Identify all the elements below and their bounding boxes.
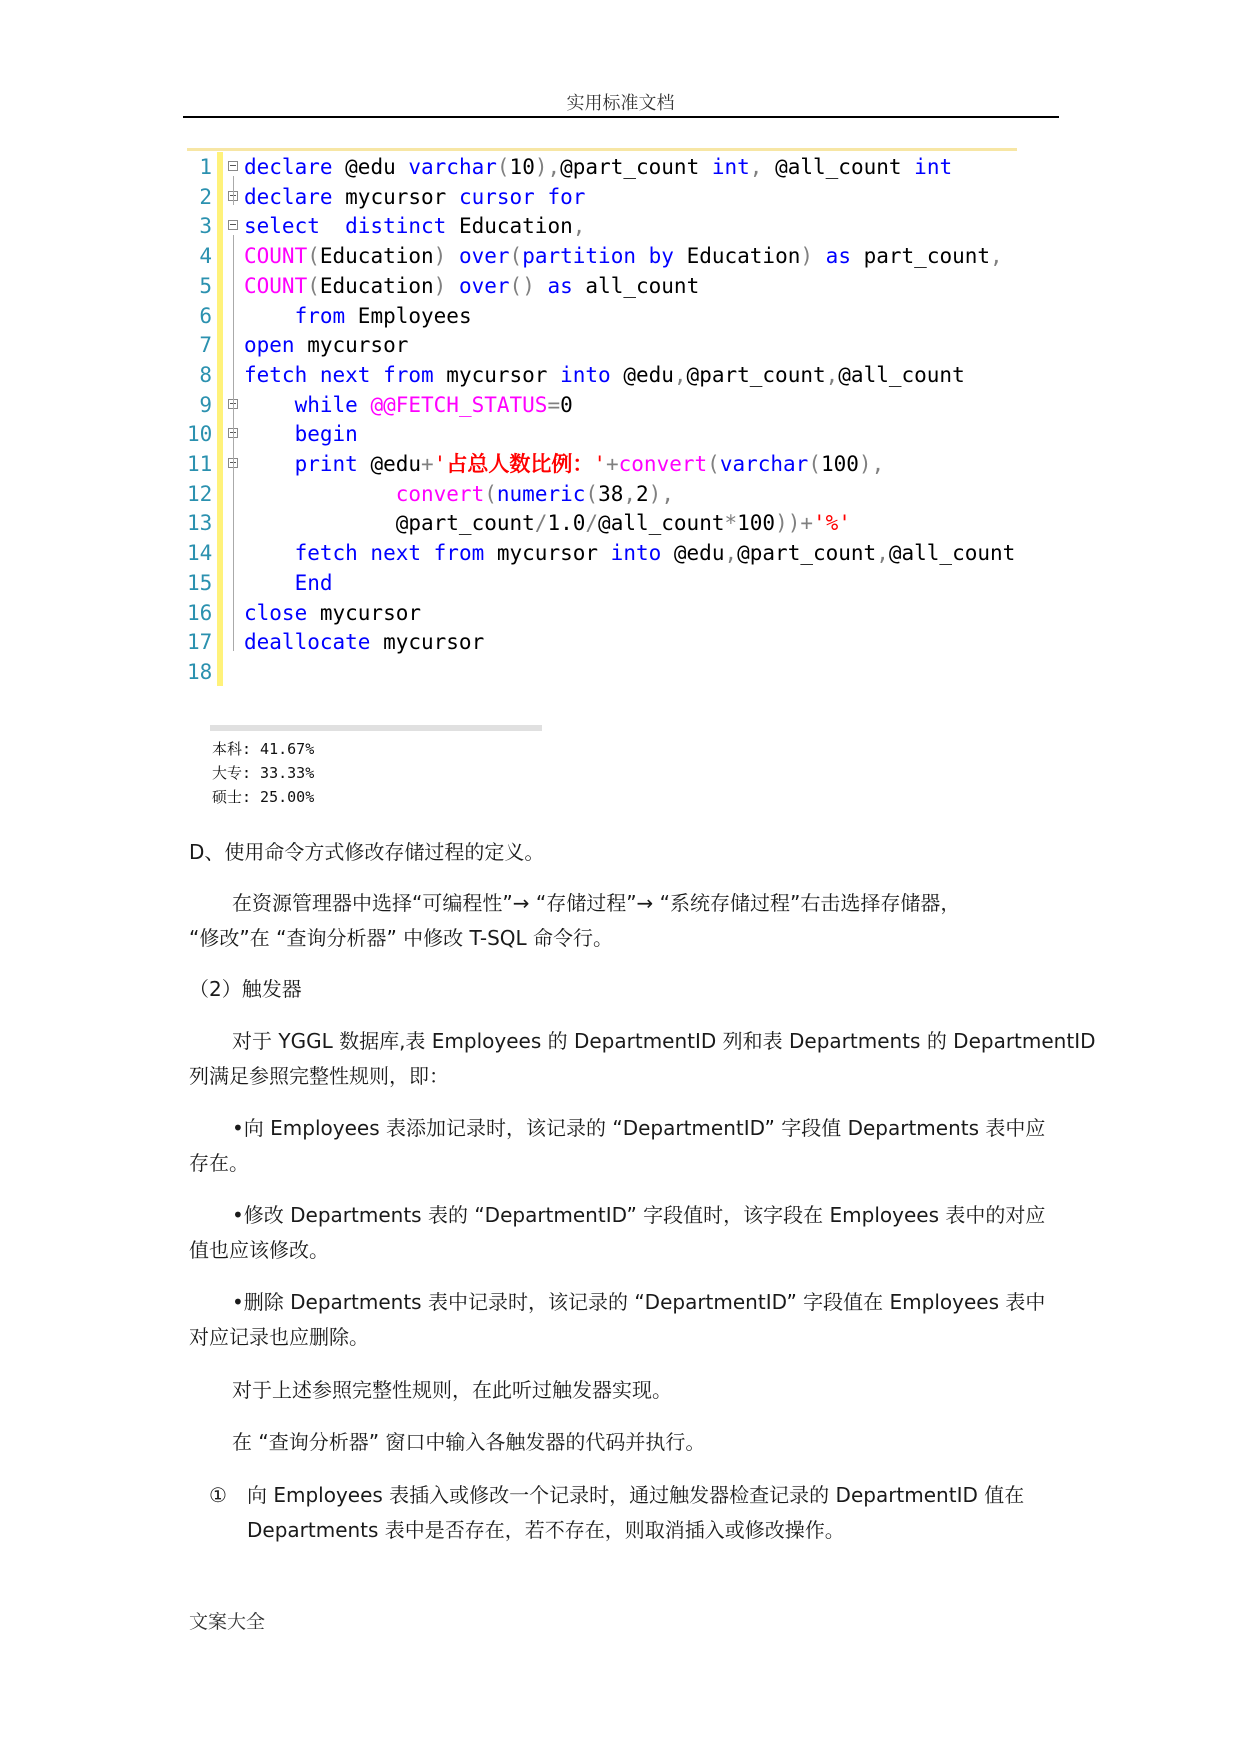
- code-token: convert: [618, 452, 708, 476]
- code-token: varchar: [408, 155, 497, 179]
- code-token: 100: [820, 452, 859, 476]
- code-token: ,: [572, 214, 586, 239]
- code-text: [244, 419, 358, 449]
- code-token: [244, 571, 295, 595]
- code-line: [187, 508, 1017, 538]
- code-token: 2: [636, 481, 649, 506]
- code-token: [244, 452, 295, 476]
- code-text: [244, 508, 851, 538]
- code-token: Education: [319, 273, 434, 298]
- code-line: [187, 271, 1017, 301]
- code-token: ))+: [775, 511, 814, 536]
- results-top-bar: [210, 725, 542, 731]
- code-line: [187, 360, 1017, 390]
- code-text: [244, 598, 421, 628]
- code-text: [244, 360, 965, 390]
- code-token: mycursor: [496, 541, 611, 566]
- code-line: [187, 449, 1017, 479]
- code-token: ,: [673, 362, 687, 387]
- paragraph-line: 对于上述参照完整性规则，在此听过触发器实现。: [232, 1378, 672, 1402]
- code-line: [187, 657, 1017, 687]
- line-number: 8: [199, 362, 212, 387]
- code-text: [244, 330, 408, 360]
- code-line: [187, 330, 1017, 360]
- code-token: all_count: [585, 273, 700, 298]
- code-token: ,: [990, 244, 1003, 269]
- code-line: [187, 152, 1017, 182]
- line-number: 9: [199, 392, 212, 417]
- code-token: as: [825, 244, 864, 269]
- paragraph-line: “修改”在 “查询分析器” 中修改 T-SQL 命令行。: [189, 926, 614, 950]
- code-token: into: [560, 362, 624, 387]
- code-text: [244, 479, 674, 509]
- code-token: 38: [598, 481, 624, 506]
- line-number: 10: [187, 422, 213, 447]
- code-token: ,: [623, 481, 637, 506]
- code-token: /: [585, 511, 599, 536]
- code-token: varchar: [719, 452, 809, 476]
- code-token: int: [711, 155, 750, 179]
- code-token: Education: [686, 244, 801, 269]
- code-line: [187, 241, 1017, 271]
- code-token: (): [509, 273, 548, 298]
- code-text: [244, 538, 1015, 568]
- fold-guide: [233, 176, 234, 206]
- code-token: (: [496, 155, 510, 179]
- numbered-marker: ①: [209, 1483, 227, 1507]
- line-number: 3: [199, 214, 212, 239]
- code-text: [244, 568, 333, 598]
- code-token: (: [484, 481, 497, 506]
- code-text: [244, 627, 484, 657]
- code-token: /: [534, 511, 548, 536]
- line-number: 6: [199, 303, 212, 328]
- code-line: [187, 211, 1017, 241]
- code-token: ,: [749, 155, 776, 179]
- code-token: @part_count: [737, 541, 877, 566]
- result-row: 大专: 33.33%: [212, 764, 315, 782]
- line-number: 11: [187, 452, 213, 476]
- code-token: 1.0: [547, 511, 586, 536]
- code-token: begin: [294, 422, 358, 447]
- code-token: mycursor: [383, 630, 485, 655]
- code-token: (: [509, 244, 523, 269]
- code-token: 10: [509, 155, 535, 179]
- line-number: 7: [199, 333, 212, 358]
- code-token: [244, 482, 396, 506]
- code-token: ),: [648, 481, 674, 506]
- code-token: over: [458, 273, 510, 298]
- code-token: (: [307, 273, 320, 298]
- code-token: mycursor: [446, 362, 561, 387]
- code-token: mycursor: [319, 600, 422, 625]
- code-token: End: [294, 570, 333, 595]
- code-token: @part_count: [686, 362, 826, 387]
- code-line: [187, 538, 1017, 568]
- collapse-icon[interactable]: [228, 161, 238, 171]
- code-token: +: [605, 452, 619, 476]
- code-token: *: [724, 511, 738, 536]
- line-number: 15: [187, 570, 213, 595]
- bullet-item-cont: 存在。: [189, 1151, 249, 1175]
- bullet-item: •向 Employees 表添加记录时，该记录的 “DepartmentID” 字段值 Departments 表中应: [232, 1116, 1046, 1140]
- code-text: [244, 271, 699, 301]
- code-token: fetch next from: [294, 541, 497, 566]
- page-header-title: 实用标准文档: [566, 93, 675, 114]
- code-text: [244, 241, 1003, 271]
- code-token: =: [547, 392, 561, 417]
- code-text: [244, 152, 952, 182]
- paragraph-line: 在资源管理器中选择“可编程性”→ “存储过程”→ “系统存储过程”右击选择存储器，: [232, 891, 961, 915]
- line-number: 18: [187, 659, 213, 684]
- header-divider: [183, 116, 1059, 118]
- code-token: fetch next from: [244, 362, 447, 387]
- code-token: [244, 304, 295, 328]
- code-token: mycursor: [345, 184, 459, 209]
- fold-guide: [233, 413, 234, 591]
- code-token: (: [808, 452, 821, 476]
- line-number: 16: [187, 600, 213, 625]
- line-number: 14: [187, 541, 213, 566]
- code-token: ,: [724, 541, 738, 566]
- code-token: ): [433, 273, 459, 298]
- code-token: part_count: [863, 244, 991, 269]
- code-text: [244, 182, 585, 212]
- code-token: ,: [876, 541, 889, 566]
- code-token: ,: [825, 362, 839, 387]
- code-token: @all_count: [838, 362, 965, 387]
- code-token: close: [244, 600, 320, 625]
- code-token: Employees: [357, 303, 472, 328]
- code-line: [187, 182, 1017, 212]
- code-token: numeric: [496, 481, 586, 506]
- code-token: @all_count: [888, 541, 1016, 566]
- bullet-item-cont: 对应记录也应删除。: [189, 1325, 369, 1349]
- code-text: [244, 211, 585, 241]
- code-token: @edu: [673, 541, 725, 566]
- paragraph-line: 对于 YGGL 数据库,表 Employees 的 DepartmentID 列和表 Departments 的 DepartmentID: [232, 1029, 1096, 1053]
- code-line: [187, 598, 1017, 628]
- code-token: (: [585, 481, 599, 506]
- code-token: from: [294, 303, 358, 328]
- code-token: @part_count: [560, 155, 712, 179]
- code-token: ),: [858, 452, 885, 476]
- code-line: [187, 301, 1017, 331]
- code-token: ),: [534, 155, 561, 179]
- collapse-icon[interactable]: [228, 220, 238, 230]
- code-token: [244, 511, 396, 535]
- code-token: 0: [560, 392, 573, 417]
- code-token: (: [307, 244, 320, 269]
- page-footer: 文案大全: [189, 1611, 266, 1633]
- result-row: 硕士: 25.00%: [212, 788, 315, 806]
- code-token: 占总人数比例：: [446, 452, 594, 476]
- result-row: 本科: 41.67%: [212, 740, 315, 758]
- code-token: ': [433, 452, 447, 476]
- code-token: while: [294, 392, 371, 417]
- bullet-item: •修改 Departments 表的 “DepartmentID” 字段值时，该字段在 Employees 表中的对应: [232, 1203, 1046, 1227]
- line-number: 1: [199, 155, 212, 179]
- code-token: over: [458, 244, 510, 269]
- code-text: [244, 449, 884, 479]
- code-token: convert: [395, 481, 485, 506]
- code-token: ): [433, 244, 459, 269]
- numbered-item: 向 Employees 表插入或修改一个记录时，通过触发器检查记录的 DepartmentID 值在: [247, 1483, 1025, 1507]
- code-token: +: [421, 452, 434, 476]
- code-token: (: [707, 452, 720, 476]
- section-trigger-heading: （2）触发器: [189, 977, 302, 1001]
- code-token: @edu: [345, 155, 409, 179]
- code-token: declare: [244, 184, 346, 209]
- code-line: [187, 479, 1017, 509]
- code-token: [244, 393, 295, 417]
- code-token: print: [294, 452, 371, 476]
- code-token: cursor for: [458, 184, 586, 209]
- line-number: 13: [187, 511, 213, 536]
- code-token: mycursor: [307, 333, 409, 358]
- code-token: @all_count: [598, 511, 725, 536]
- code-token: partition by: [522, 244, 687, 269]
- code-token: into: [610, 541, 674, 566]
- paragraph-line: 列满足参照完整性规则，即：: [189, 1064, 449, 1088]
- editor-top-border: [187, 148, 1017, 151]
- code-token: Education: [458, 214, 573, 239]
- code-token: @edu: [370, 452, 422, 476]
- line-number: 2: [199, 184, 212, 209]
- code-token: ': [593, 452, 606, 476]
- code-line: [187, 627, 1017, 657]
- code-token: @all_count: [775, 155, 915, 179]
- code-token: [244, 422, 295, 446]
- code-token: as: [547, 273, 586, 298]
- code-token: ): [800, 244, 826, 269]
- section-d-heading: D、使用命令方式修改存储过程的定义。: [189, 840, 545, 864]
- code-token: 100: [737, 511, 776, 536]
- code-token: deallocate: [244, 630, 384, 655]
- numbered-item-cont: Departments 表中是否存在，若不存在，则取消插入或修改操作。: [247, 1518, 845, 1542]
- bullet-item-cont: 值也应该修改。: [189, 1238, 329, 1262]
- code-text: [244, 301, 472, 331]
- code-token: declare: [244, 155, 346, 179]
- code-token: @part_count: [395, 511, 535, 536]
- code-token: open: [244, 333, 308, 358]
- line-number: 17: [187, 630, 213, 655]
- paragraph-line: 在 “查询分析器” 窗口中输入各触发器的代码并执行。: [232, 1430, 706, 1454]
- code-token: @edu: [623, 362, 674, 387]
- code-token: [244, 541, 295, 565]
- code-token: Education: [319, 244, 434, 269]
- code-token: @@FETCH_STATUS: [370, 392, 548, 417]
- code-token: COUNT: [244, 244, 308, 269]
- line-number: 12: [187, 481, 213, 506]
- code-line: [187, 419, 1017, 449]
- line-number: 4: [199, 244, 212, 269]
- code-token: int: [914, 155, 953, 179]
- line-number: 5: [199, 273, 212, 298]
- code-text: [244, 390, 573, 420]
- code-editor-screenshot: [187, 148, 1017, 693]
- bullet-item: •删除 Departments 表中记录时，该记录的 “DepartmentID” 字段值在 Employees 表中: [232, 1290, 1046, 1314]
- code-token: select distinct: [244, 214, 459, 239]
- code-token: '%': [813, 511, 851, 536]
- code-token: COUNT: [244, 273, 308, 298]
- code-line: [187, 568, 1017, 598]
- code-line: [187, 390, 1017, 420]
